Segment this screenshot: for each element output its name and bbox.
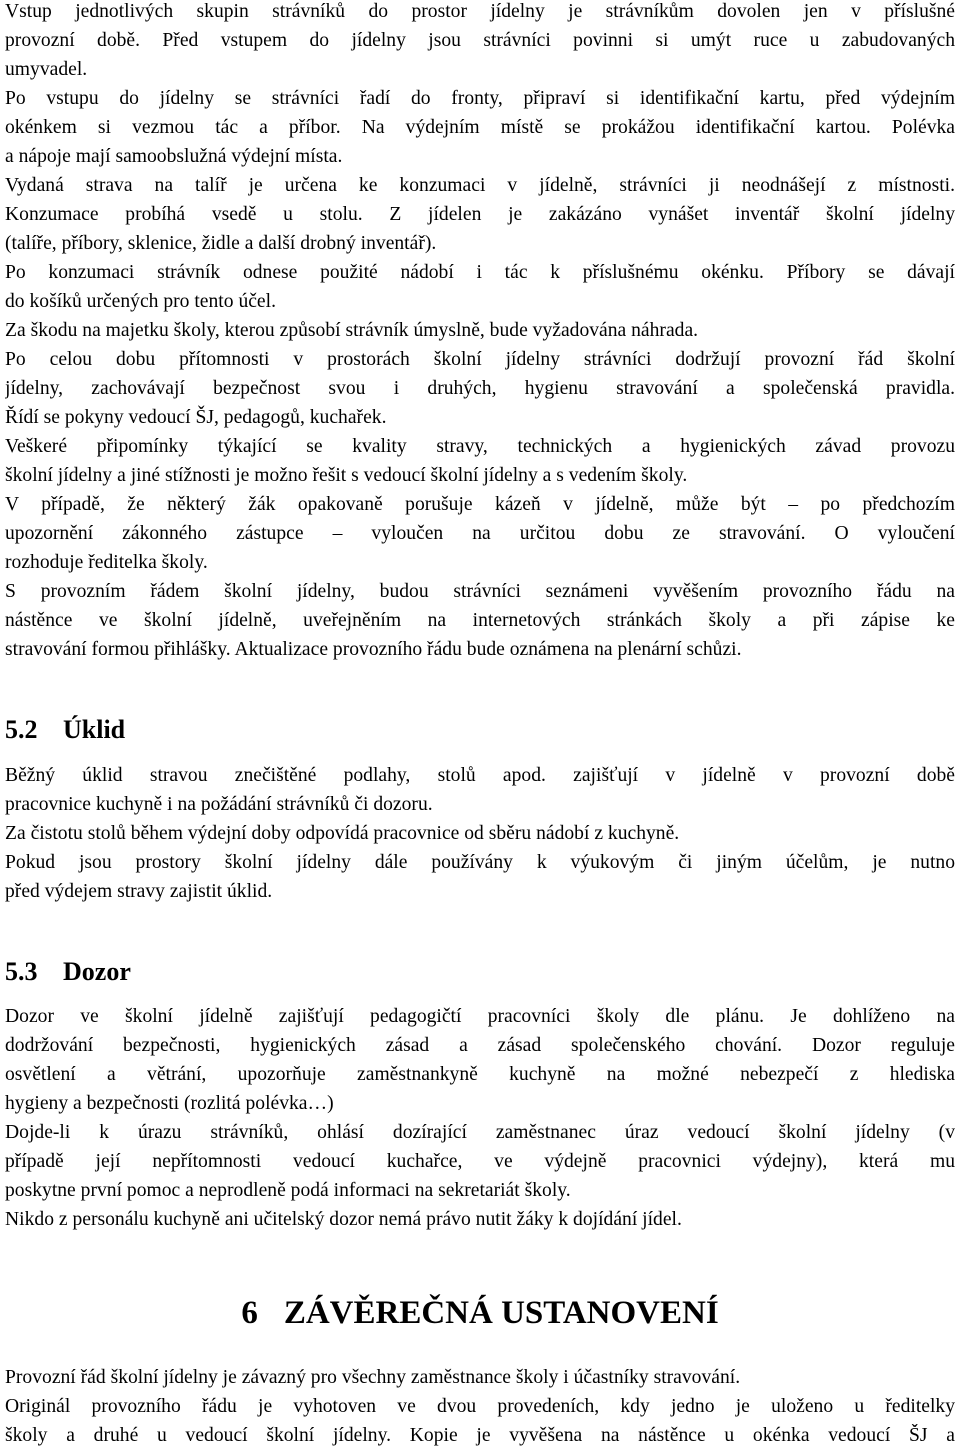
paragraph-line: okénkem si vezmou tác a příbor. Na výdejním místě se prokážou identifikační kartou. Polévka xyxy=(5,117,955,138)
paragraph-line: Řídí se pokyny vedoucí ŠJ, pedagogů, kuchařek. xyxy=(5,407,387,428)
paragraph-line: školní jídelny a jiné stížnosti je možno řešit s vedoucí školní jídelny a s vedením školy. xyxy=(5,465,688,486)
paragraph-line: S provozním řádem školní jídelny, budou strávníci seznámeni vyvěšením provozního řádu na xyxy=(5,581,955,602)
paragraph-line: Pokud jsou prostory školní jídelny dále používány k výukovým či jiným účelům, je nutno xyxy=(5,852,955,873)
paragraph-line: (talíře, příbory, sklenice, židle a další drobný inventář). xyxy=(5,233,437,254)
paragraph-line: před výdejem stravy zajistit úklid. xyxy=(5,881,273,902)
section-number: 5.3 xyxy=(5,957,38,986)
paragraph-line: V případě, že některý žák opakovaně porušuje kázeň v jídelně, může být – po předchozím xyxy=(5,494,955,515)
section-title: Dozor xyxy=(63,957,131,986)
paragraph-line: umyvadel. xyxy=(5,59,88,80)
chapter-title: ZÁVĚREČNÁ USTANOVENÍ xyxy=(283,1295,719,1331)
paragraph-line: dodržování bezpečnosti, hygienických zásad a zásad společenského chování. Dozor reguluje xyxy=(5,1035,955,1056)
paragraph-line: stravování formou přihlášky. Aktualizace provozního řádu bude oznámena na plenární schůzi. xyxy=(5,639,742,660)
paragraph-line: Vstup jednotlivých skupin strávníků do prostor jídelny je strávníkům dovolen jen v příslušné xyxy=(5,1,955,22)
section-heading-5-3 xyxy=(5,956,131,988)
paragraph-line: osvětlení a větrání, upozorňuje zaměstnankyně kuchyně na možné nebezpečí z hlediska xyxy=(5,1064,955,1085)
paragraph-line: Vydaná strava na talíř je určena ke konzumaci v jídelně, strávníci ji neodnášejí z místnosti. xyxy=(5,175,955,196)
section-title: Úklid xyxy=(63,715,126,744)
paragraph-line: provozní době. Před vstupem do jídelny jsou strávníci povinni si umýt ruce u zabudovaných xyxy=(5,30,955,51)
paragraph-line: Veškeré připomínky týkající se kvality stravy, technických a hygienických závad provozu xyxy=(5,436,955,457)
paragraph-line: Nikdo z personálu kuchyně ani učitelský dozor nemá právo nutit žáky k dojídání jídel. xyxy=(5,1209,682,1230)
section-number: 5.2 xyxy=(5,715,38,744)
paragraph-line: a nápoje mají samoobslužná výdejní místa. xyxy=(5,146,343,167)
paragraph-line: Za čistotu stolů během výdejní doby odpovídá pracovnice od sběru nádobí z kuchyně. xyxy=(5,823,680,844)
paragraph-line: do košíků určených pro tento účel. xyxy=(5,291,276,312)
paragraph-line: Běžný úklid stravou znečištěné podlahy, stolů apod. zajišťují v jídelně v provozní době xyxy=(5,765,955,786)
paragraph-line: nástěnce ve školní jídelně, uveřejněním na internetových stránkách školy a při zápise ke xyxy=(5,610,955,631)
chapter-number: 6 xyxy=(241,1295,258,1331)
paragraph-line: hygieny a bezpečnosti (rozlitá polévka…) xyxy=(5,1093,334,1114)
paragraph-line: případě její nepřítomnosti vedoucí kuchařce, ve výdejně pracovnici výdejny), která mu xyxy=(5,1151,955,1172)
paragraph-line: Po celou dobu přítomnosti v prostorách školní jídelny strávníci dodržují provozní řád školní xyxy=(5,349,955,370)
paragraph-line: poskytne první pomoc a neprodleně podá informaci na sekretariát školy. xyxy=(5,1180,571,1201)
paragraph-line: Po vstupu do jídelny se strávníci řadí do fronty, připraví si identifikační kartu, před výdejním xyxy=(5,88,955,109)
paragraph-line: Po konzumaci strávník odnese použité nádobí i tác k příslušnému okénku. Příbory se dávají xyxy=(5,262,955,283)
section-heading-5-2 xyxy=(5,714,125,746)
paragraph-line: Dojde-li k úrazu strávníků, ohlásí dozírající zaměstnanec úraz vedoucí školní jídelny (v xyxy=(5,1122,955,1143)
paragraph-line: upozornění zákonného zástupce – vyloučen na určitou dobu ze stravování. O vyloučení xyxy=(5,523,955,544)
paragraph-line: jídelny, zachovávají bezpečnost svou i druhých, hygienu stravování a společenská pravidla. xyxy=(5,378,955,399)
paragraph-line: Za škodu na majetku školy, kterou způsobí strávník úmyslně, bude vyžadována náhrada. xyxy=(5,320,699,341)
paragraph-line: Provozní řád školní jídelny je závazný pro všechny zaměstnance školy i účastníky stravování. xyxy=(5,1367,741,1388)
paragraph-line: pracovnice kuchyně i na požádání strávníků či dozoru. xyxy=(5,794,433,815)
paragraph-line: Dozor ve školní jídelně zajišťují pedagogičtí pracovníci školy dle plánu. Je dohlíženo na xyxy=(5,1006,955,1027)
paragraph-line: Originál provozního řádu je vyhotoven ve dvou provedeních, kdy jedno je uloženo u ředitelky xyxy=(5,1396,955,1417)
paragraph-line: rozhoduje ředitelka školy. xyxy=(5,552,208,573)
paragraph-line: školy a druhé u vedoucí školní jídelny. Kopie je vyvěšena na nástěnce u okénka vedoucí ŠJ a xyxy=(5,1425,955,1446)
chapter-heading-6 xyxy=(0,1293,960,1333)
paragraph-line: Konzumace probíhá vsedě u stolu. Z jídelen je zakázáno vynášet inventář školní jídelny xyxy=(5,204,955,225)
